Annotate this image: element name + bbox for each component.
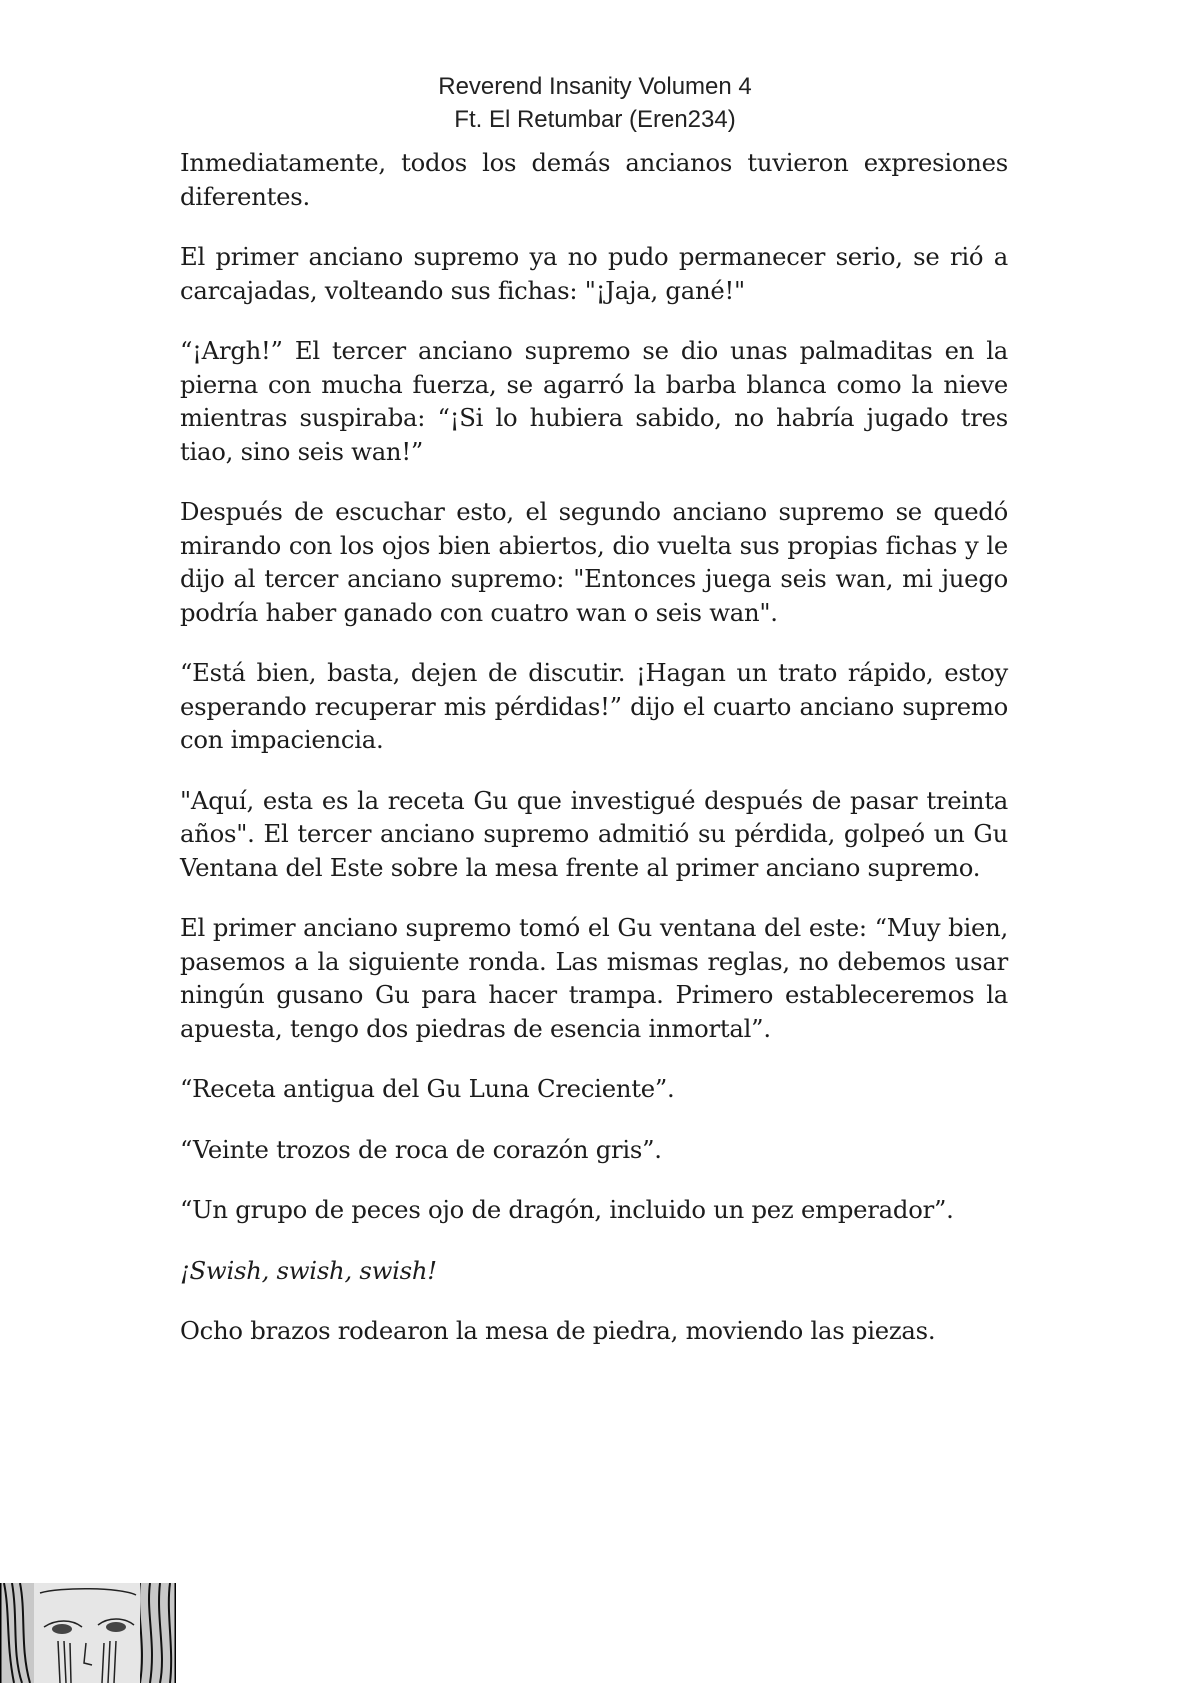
paragraph: “¡Argh!” El tercer anciano supremo se dio unas palmaditas en la pierna con mucha fuerza, se agarró la barba blanca como la nieve mientras suspiraba: “¡Si lo hubiera sabido, no habría jugado tres tiao, sino seis wan!”	[180, 336, 1008, 466]
paragraph: El primer anciano supremo ya no pudo permanecer serio, se rió a carcajadas, volteando sus fichas: "¡Jaja, gané!"	[180, 242, 1008, 305]
corner-illustration	[0, 1583, 176, 1683]
document-body	[180, 146, 1008, 1375]
paragraph: Inmediatamente, todos los demás ancianos tuvieron expresiones diferentes.	[180, 148, 1008, 211]
paragraph: “Receta antigua del Gu Luna Creciente”.	[180, 1074, 675, 1103]
header-title: Reverend Insanity Volumen 4	[438, 73, 752, 100]
sound-effect: ¡Swish, swish, swish!	[180, 1255, 437, 1285]
page-header	[0, 70, 1190, 136]
paragraph: Ocho brazos rodearon la mesa de piedra, moviendo las piezas.	[180, 1316, 936, 1345]
header-subtitle: Ft. El Retumbar (Eren234)	[454, 106, 736, 133]
paragraph: “Está bien, basta, dejen de discutir. ¡Hagan un trato rápido, estoy esperando recuperar mis pérdidas!” dijo el cuarto anciano supremo con impaciencia.	[180, 658, 1008, 754]
paragraph: “Un grupo de peces ojo de dragón, incluido un pez emperador”.	[180, 1195, 954, 1224]
paragraph: “Veinte trozos de roca de corazón gris”.	[180, 1134, 662, 1164]
paragraph: El primer anciano supremo tomó el Gu ventana del este: “Muy bien, pasemos a la siguiente ronda. Las mismas reglas, no debemos usar ningún gusano Gu para hacer trampa. Primero estableceremos la apuesta, tengo dos piedras de esencia inmortal”.	[180, 913, 1008, 1043]
paragraph: Después de escuchar esto, el segundo anciano supremo se quedó mirando con los ojos bien abiertos, dio vuelta sus propias fichas y le dijo al tercer anciano supremo: "Entonces juega seis wan, mi juego podría haber ganado con cuatro wan o seis wan".	[180, 497, 1008, 627]
paragraph: "Aquí, esta es la receta Gu que investigué después de pasar treinta años". El tercer anciano supremo admitió su pérdida, golpeó un Gu Ventana del Este sobre la mesa frente al primer anciano supremo.	[180, 785, 1008, 882]
